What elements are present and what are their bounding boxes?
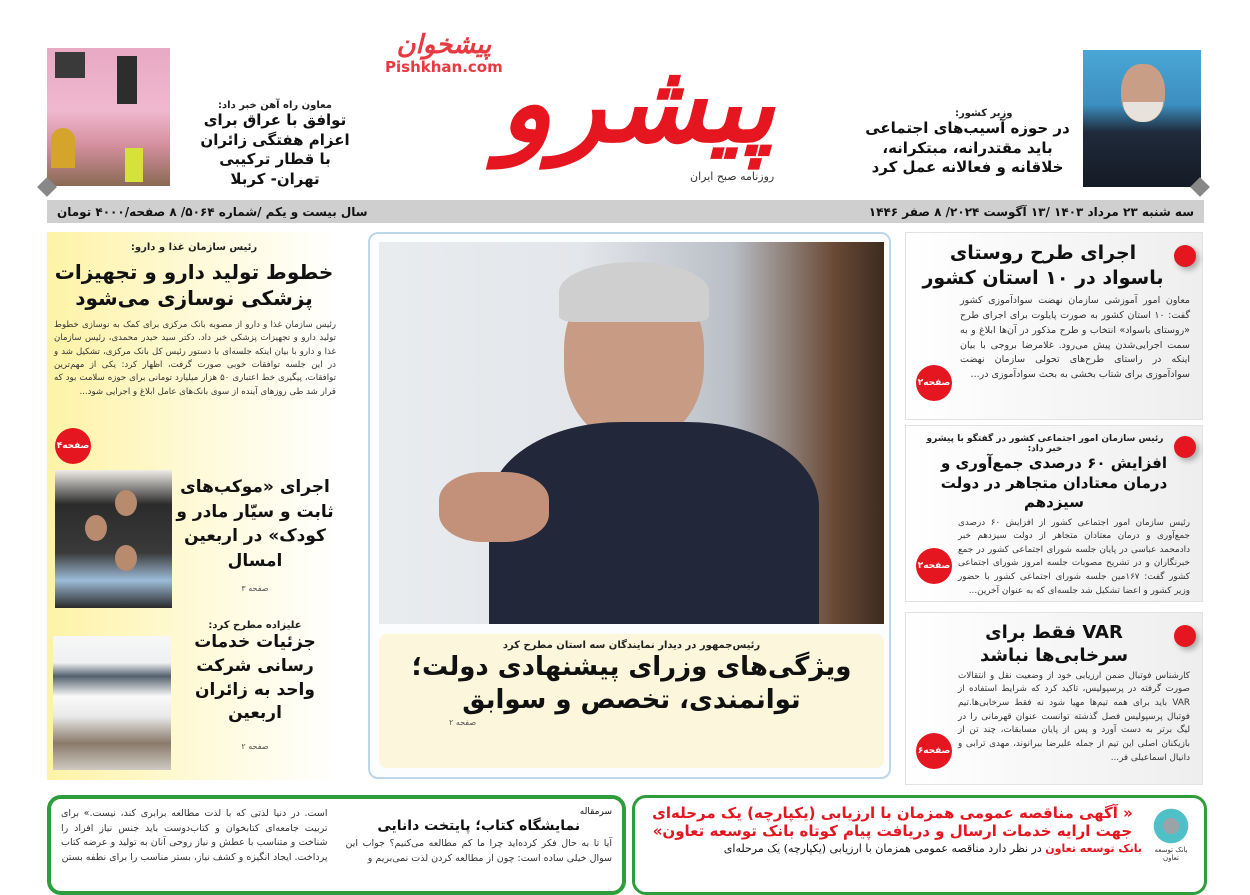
kicker: رئیس سازمان امور اجتماعی کشور در گفتگو با پیشرو خبر داد: xyxy=(926,434,1164,454)
kicker: وزیر کشور: xyxy=(955,108,1013,119)
date-bar xyxy=(47,200,1204,223)
page-badge[interactable]: صفحه۲ xyxy=(916,548,952,584)
headline: ویژگی‌های وزرای پیشنهادی دولت؛ توانمندی، تخصص و سوابق xyxy=(411,652,852,715)
page-badge[interactable]: صفحه۲ xyxy=(916,365,952,401)
flower-logo-icon xyxy=(1151,806,1191,846)
page-badge[interactable]: صفحه۶ xyxy=(916,733,952,769)
body-text: رئیس سازمان غذا و دارو از مصوبه بانک مرکزی برای کمک به نوسازی خطوط تولید دارو و تجهیزات پزشکی خبر داد. دکتر سید حیدر محمدی، رئیس سازمان غذا و دارو با بیان اینکه جلسه‌ای با دستور رئیس کل بانک مرکزی، تشکیل شد و در این جلسه توافقات خوبی صورت گرفت، اظهار کرد: یکی از مهم‌ترین توافقات، پیگیری خط اعتباری ۵۰ هزار میلیارد تومانی برای حوزه سلامت بود که قرار شد طی روزهای آینده از سوی بانک‌های عامل ابلاغ و اجرایی شود... xyxy=(54,320,336,397)
bullet-dot-icon xyxy=(1174,436,1196,458)
editorial-text: آیا تا به حال فکر کرده‌اید چرا ما کم مطالعه می‌کنیم؟ جواب این سوال خیلی ساده است: چون از مطالعه کردن لذت نمی‌بریم و xyxy=(345,838,612,864)
body-text: رئیس سازمان امور اجتماعی کشور از افزایش ۶۰ درصدی جمع‌آوری و درمان معتادان متجاهر از دولت سیزدهم خبر دادمحمد عباسی در پایان جلسه شورای اجتماعی کشور در جمع خبرنگاران و در تشریح مصوبات جلسه امروز شورای اجتماعی کشور گفت: ۱۶۷مین جلسه شورای اجتماعی کشور با حضور وزیر کشور و اعضا تشکیل شد جلسه‌ای که به عنوان آخرین... xyxy=(958,517,1190,596)
train-photo xyxy=(47,48,170,186)
headline: جزئیات خدمات رسانی شرکت واحد به زائران اربعین xyxy=(194,632,316,724)
news-box-var[interactable] xyxy=(905,612,1203,785)
lead-caption-box xyxy=(379,634,884,768)
page-ref: صفحه ۲ xyxy=(449,718,477,727)
lead-story[interactable] xyxy=(368,232,891,779)
headline: VAR فقط برای سرخابی‌ها نباشد xyxy=(979,622,1129,667)
left-main-story[interactable] xyxy=(52,242,336,499)
page-ref: صفحه ۳ xyxy=(241,583,269,593)
kicker: علیزاده مطرح کرد: xyxy=(208,620,302,631)
news-box-literacy[interactable] xyxy=(905,232,1203,420)
body-text: معاون امور آموزشی سازمان نهضت سوادآموزی کشور گفت: ۱۰ استان کشور به صورت پایلوت برای اجرای طرح «روستای باسواد» انتخاب و طرح مذکور در آن‌ها ابلاغ و به سمت اجرایی‌شدن پیش می‌رود. غلامرضا بروجی با بیان اینکه در راستای طرح‌های تحولی سازمان نهضت سوادآموزی برای شتاب بخشی به بحث سوادآموزی در... xyxy=(960,295,1190,380)
masthead-logo: پیشرو xyxy=(499,38,775,167)
kicker: رئیس سازمان غذا و دارو: xyxy=(130,242,258,253)
headline: توافق با عراق برای اعزام هفتگی زائران با قطار ترکیبی تهران- کربلا xyxy=(200,111,350,188)
page-ref: صفحه ۲ xyxy=(241,742,269,752)
editorial-label: سرمقاله xyxy=(579,807,612,817)
tender-ad[interactable] xyxy=(632,795,1207,895)
headline: اجرای «موکب‌های ثابت و سیّار مادر و کودک» در اربعین امسال xyxy=(176,477,334,571)
headline: خطوط تولید دارو و تجهیزات پزشکی نوسازی می‌شود xyxy=(54,260,334,310)
editorial-text: است. در دنیا لذتی که با لذت مطالعه برابری کند، نیست.» برای تربیت جامعه‌ای کتابخوان و کتاب‌دوست باید جنس نیاز افراد را شناخت و متناسب با عطش و نیاز روحی آنان به تولید و عرضه کتاب پرداخت. ایجاد انگیزه و کشف نیاز، بستر مناسب را برای نطفه بستن xyxy=(61,808,328,864)
left-story-2[interactable] xyxy=(175,475,335,593)
interior-minister-photo xyxy=(1083,50,1201,187)
kicker: معاون راه آهن خبر داد: xyxy=(218,100,332,111)
bank-name: بانک توسعه تعاون xyxy=(1045,842,1142,855)
news-box-addicts[interactable] xyxy=(905,425,1203,602)
top-left-story[interactable] xyxy=(195,100,355,189)
top-right-story[interactable] xyxy=(860,108,1075,178)
masthead-tagline: روزنامه صبح ایران xyxy=(690,170,775,183)
editorial-title: نمایشگاه کتاب؛ پایتخت دانایی xyxy=(377,818,581,834)
watermark: پیشخوان Pishkhan.com xyxy=(385,30,503,76)
issue-date: سه شنبه ۲۳ مرداد ۱۴۰۳ /۱۳ آگوست ۲۰۲۴/ ۸ صفر ۱۴۴۶ xyxy=(868,204,1194,219)
headline: در حوزه آسیب‌های اجتماعی باید مقتدرانه، مبتکرانه، خلاقانه و فعالانه عمل کرد xyxy=(865,119,1070,176)
ad-body: در نظر دارد مناقصه عمومی همزمان با ارزیابی (یکپارچه) یک مرحله‌ای xyxy=(723,842,1042,855)
headline: اجرای طرح روستای باسواد در ۱۰ استان کشور xyxy=(922,242,1164,289)
issue-info: سال بیست و یکم /شماره ۵۰۶۴/ ۸ صفحه/۴۰۰۰ تومان xyxy=(57,204,368,219)
bank-logo: بانک توسعه تعاون xyxy=(1146,806,1196,862)
president-photo xyxy=(379,242,884,624)
kicker: رئیس‌جمهور در دیدار نمایندگان سه استان مطرح کرد xyxy=(502,640,761,651)
editorial-box[interactable] xyxy=(47,795,626,895)
bullet-dot-icon xyxy=(1174,625,1196,647)
bullet-dot-icon xyxy=(1174,245,1196,267)
left-story-3[interactable] xyxy=(180,620,330,751)
headline: افزایش ۶۰ درصدی جمع‌آوری و درمان معتادان متجاهر در دولت سیزدهم xyxy=(940,454,1168,511)
page-badge[interactable]: صفحه۴ xyxy=(55,428,91,464)
body-text: کارشناس فوتبال ضمن ارزیابی خود از وضعیت نقل و انتقالات صورت گرفته در پرسپولیس، تاکید کرد که شرایط استفاده از VAR باید برای همه تیم‌ها مهیا شود نه فقط سرخابی‌ها.تیم فوتبال پرسپولیس فصل گذشته توانست عنوان قهرمانی را در لیگ برتر به دست آورد و پس از پایان مسابقات، چند تن از بازیکنان اصلی این تیم از جمله علیرضا بیرانوند، مهدی ترابی و دانیال اسماعیلی فر... xyxy=(958,670,1190,763)
ad-title: « آگهی مناقصه عمومی همزمان با ارزیابی (یکپارچه) یک مرحله‌ای جهت ارایه خدمات ارسال و دریافت پیام کوتاه بانک توسعه تعاون» xyxy=(652,804,1133,840)
children-photo xyxy=(55,470,172,608)
body-wrap xyxy=(52,319,336,399)
bus-photo xyxy=(53,636,171,770)
